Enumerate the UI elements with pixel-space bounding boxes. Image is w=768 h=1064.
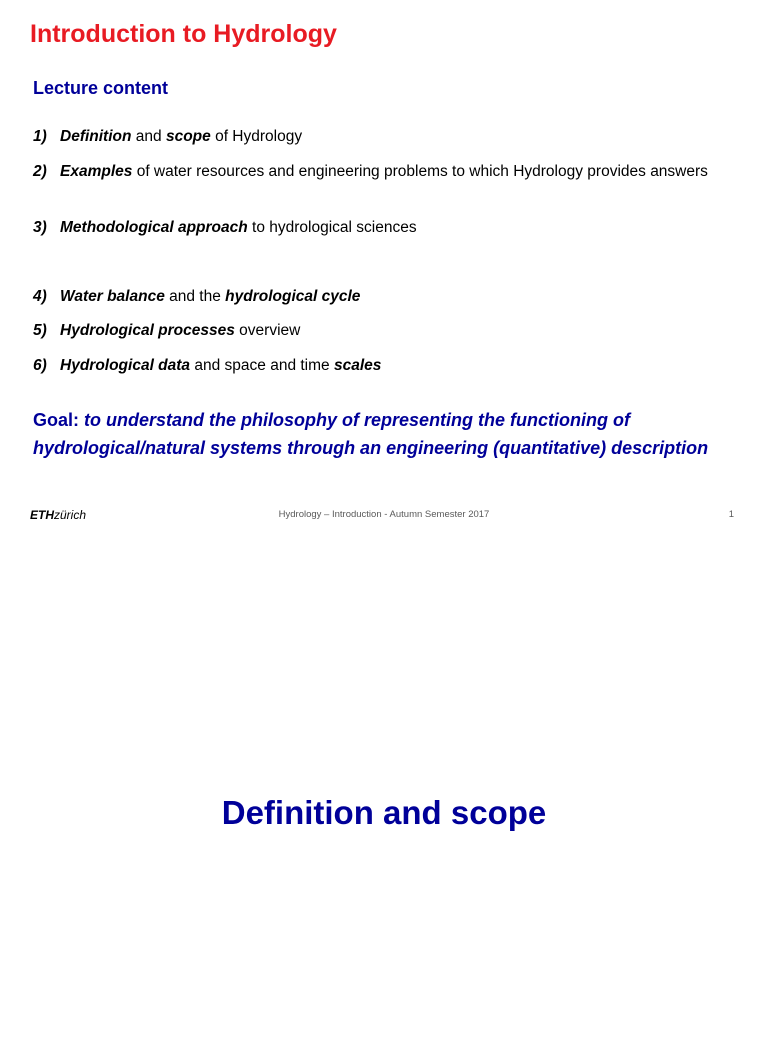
page-number: 1 [728,509,734,520]
slide-2 [0,532,768,1064]
eth-zurich-logo: ETHzürich [30,508,87,522]
slide-title: Introduction to Hydrology [30,20,337,48]
list-item [33,161,733,183]
item-emphasis: Water balance [60,288,165,305]
section-title: Definition and scope [221,794,547,831]
item-emphasis: Examples [60,163,133,180]
item-text: and the [164,288,226,305]
item-emphasis: Hydrological processes [60,322,235,339]
footer-caption: Hydrology – Introduction - Autumn Semester 2017 [278,509,490,520]
list-item [33,217,733,239]
list-item [33,320,733,342]
goal-label: Goal: [33,410,80,430]
item-text: and space and time [190,357,334,374]
item-text: to hydrological sciences [247,219,417,236]
item-emphasis: Hydrological data [60,357,191,374]
item-emphasis: scope [165,128,211,145]
item-number: 3) [33,219,47,236]
item-emphasis: Methodological approach [60,219,248,236]
item-number: 5) [33,322,47,339]
item-text: of Hydrology [210,128,303,145]
item-number: 2) [33,163,47,180]
goal-statement [33,406,733,462]
item-number: 4) [33,288,47,305]
list-item [33,355,733,377]
list-item [33,126,733,148]
item-emphasis: Definition [60,128,132,145]
item-emphasis: hydrological cycle [225,288,361,305]
item-number: 6) [33,357,47,374]
list-item [33,286,733,308]
item-number: 1) [33,128,47,145]
item-text: overview [234,322,301,339]
goal-text: to understand the philosophy of representing the functioning of hydrological/natural systems through an engineering (quantitative) description [33,410,709,458]
item-text: and [131,128,166,145]
slide-subtitle: Lecture content [33,78,169,98]
item-text: of water resources and engineering problems to which Hydrology provides answers [132,163,708,180]
item-emphasis: scales [333,357,382,374]
